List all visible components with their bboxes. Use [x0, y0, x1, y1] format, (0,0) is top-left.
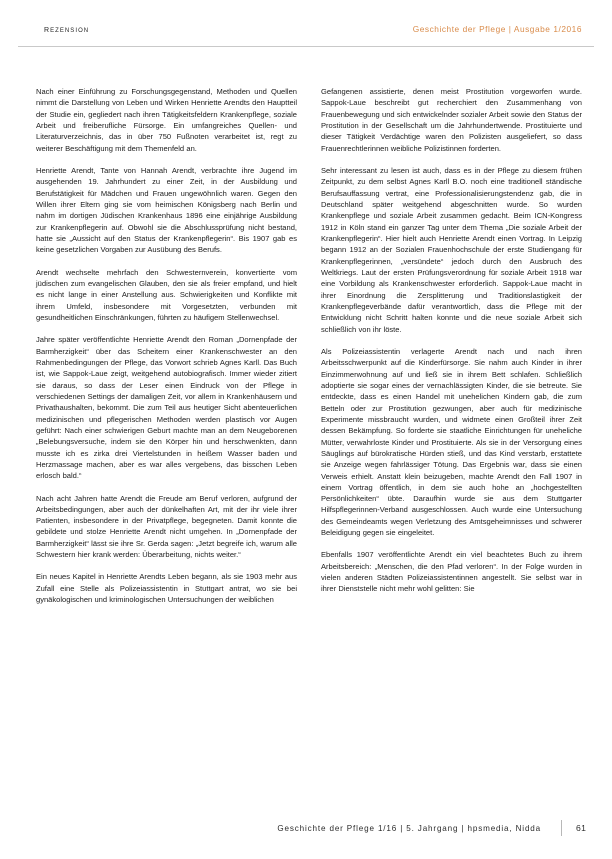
paragraph: Gefangenen assistierte, denen meist Prostitution vorgeworfen wurde. Sappok-Laue beschreibt gut recherchiert den Zusammenhang von Frauenbewegung und sich entwickelnder sozialer Arbeit sowie den Status der Prostitution in der Gesellschaft um die Jahrhundertwende. Prostituierte und dieser Tätigkeit Verdächtige waren den Polizisten ausgeliefert, so dass Frauenrechtlerinnen weibliche Polizistinnen forderten. [321, 87, 582, 153]
paragraph: Nach einer Einführung zu Forschungsgegenstand, Methoden und Quellen nimmt die Darstellung von Leben und Wirken Henriette Arendts den Hauptteil der Studie ein, gegliedert nach ihren Tätigkeitsfeldern Krankenpflege, soziale Arbeit und freiberufliche Fürsorge. Ein umfangreiches Quellen- und Literaturverzeichnis, das in über 750 Fußnoten verarbeitet ist, regt zu weiterer Beschäftigung mit dem Themenfeld an. [36, 87, 297, 153]
paragraph: Henriette Arendt, Tante von Hannah Arendt, verbrachte ihre Jugend im ausgehenden 19. Jahrhundert zu einer Zeit, in der Ausbildung und Berufstätigkeit für Mädchen und Frauen ungewöhnlich waren. Gegen den Willen ihrer Eltern ging sie vom heimischen Königsberg nach Berlin und nahm im dortigen Jüdischen Krankenhaus 1896 eine einjährige Ausbildung zur Krankenpflegerin auf. Obwohl sie die Abschlussprüfung nicht bestand, hatte sie „Aussicht auf den Status der Krankenpflegerin“. Bis 1907 gab es keine gesetzlichen Vorgaben zur Ausübung des Berufs. [36, 165, 297, 255]
header-rule [18, 46, 594, 47]
footer-divider [561, 820, 562, 836]
paragraph: Ebenfalls 1907 veröffentlichte Arendt ein viel beachtetes Buch zu ihrem Arbeitsbereich: „Menschen, die den Pfad verloren“. In der Folge wurden in vielen anderen Städten Polizeiassistentinnen angestellt. Sie selbst war in ihrer Dienststelle nicht mehr wohl gelitten: Sie [321, 550, 582, 594]
article-body [36, 86, 582, 786]
paragraph: Jahre später veröffentlichte Henriette Arendt den Roman „Dornenpfade der Barmherzigkeit“ über das Scheitern einer Krankenschwester an den Rahmenbedingungen der Pflege, das Vorwort schrieb Agnes Karll. Das Buch ist, wie Sappok-Laue zeigt, weitgehend autobiografisch. Immer wieder zitiert sie daraus, so dass der Leser einen Eindruck von der Pflege in verschiedenen Settings der damaligen Zeit, vor allem in Krankenhäusern und Privathaushalten, bekommt. Die zum Teil aus heutiger Sicht abenteuerlichen medizinischen und pflegerischen Methoden werden plastisch vor Augen geführt: Nach einer schwierigen Geburt machte man an dem Neugeborenen „Belebungsversuche, indem sie den Körper hin und herschwenkten, dann musste ich es zirka drei Viertelstunden in heißem Wasser baden und Herzmassage machen, aber es war alles vergebens, das bisschen Leben erlosch bald.“ [36, 335, 297, 481]
right-column [321, 86, 582, 786]
page-footer [36, 819, 594, 837]
left-column [36, 86, 297, 786]
paragraph: Ein neues Kapitel in Henriette Arendts Leben begann, als sie 1903 mehr aus Zufall eine Stelle als Polizeiassistentin in Stuttgart antrat, wo sie bei gynäkologischen und kriminologischen Untersuchungen der weiblichen [36, 572, 297, 605]
running-head-journal-issue: Geschichte der Pflege | Ausgabe 1/2016 [412, 24, 582, 34]
paragraph: Sehr interessant zu lesen ist auch, dass es in der Pflege zu diesem frühen Zeitpunkt, zu dem selbst Agnes Karll B.O. noch eine traditionell ständische Berufsauffassung vertrat, eine Professionalisierungstendenz gab, die in Deutschland später weitgehend abgeschnitten wurde. So wurden Krankenpflege und soziale Arbeit zusammen gedacht. Beim ICN-Kongress 1912 in Köln stand ein ganzer Tag unter dem Thema „Die soziale Arbeit der Krankenpflegerin“. Hier hielt auch Henriette Arendt einen Vortrag. In Leipzig begann 1912 an der Sozialen Frauenhochschule der erste Studiengang für Krankenpflegerinnen, „versündete“ jedoch durch den Ausbruch des Weltkriegs. Laut der ersten Prüfungsverordnung für soziale Arbeit 1918 war eine Vorbildung als Krankenschwester erforderlich. Sappok-Laue macht in ihrer Einordnung die Zersplitterung und Traditionslastigkeit der Krankenpflegeverbände dafür verantwortlich, dass die Pflege mit der Entwicklung nicht Schritt halten konnte und die neue soziale Arbeit sich schließlich von ihr löste. [321, 165, 582, 334]
page-number: 61 [576, 823, 587, 833]
paragraph: Arendt wechselte mehrfach den Schwesternverein, konvertierte vom jüdischen zum evangelischen Glauben, den sie als freier empfand, und hielt es nicht lange in einer Anstellung aus. Schwierigkeiten und Konflikte mit ihrem Umfeld, insbesondere mit Vorgesetzten, verbunden mit gesundheitlichen Einschränkungen, führten zu häufigem Stellenwechsel. [36, 267, 297, 322]
footer-imprint: Geschichte der Pflege 1/16 | 5. Jahrgang | hpsmedia, Nidda [277, 823, 541, 833]
paragraph: Nach acht Jahren hatte Arendt die Freude am Beruf verloren, aufgrund der Arbeitsbedingungen, aber auch der dünkelhaften Art, mit der ihr viele ihrer Patienten, insbesondere in der Privatpflege, begegneten. Damit konnte die gebildete und stolze Henriette Arendt nicht umgehen. In „Dornenpfade der Barmherzigkeit“ lässt sie ihre Sr. Gerda sagen: „Jetzt begreife ich, warum alle Schwestern hier krank werden: Überarbeitung, nichts weiter.“ [36, 493, 297, 560]
running-head-section-label: rezension [44, 24, 90, 35]
paragraph: Als Polizeiassistentin verlagerte Arendt nach und nach ihren Arbeitsschwerpunkt auf die Kinderfürsorge. Sie nahm auch Kinder in ihrer Einzimmerwohnung auf und ließ sie in ihrem Bett schlafen. Schließlich adoptierte sie sogar eines der vernachlässigten Kinder, die sie betreute. Sie entdeckte, dass es einen Handel mit unehelichen Kindern gab, die zum Betteln oder zur Prostitution gezwungen, aber auch für medizinische Experimente missbraucht wurden, und widmete einen Großteil ihrer Zeit dessen Bekämpfung. So forderte sie staatliche Einrichtungen für uneheliche Mütter, verwahrloste Kinder und Prostituierte. Als sie in der Versorgung eines Säuglings auf bürokratische Hürden stieß, und das Kind verstarb, erstattete sie Anzeige wegen fahrlässiger Tötung. Das Ergebnis war, dass sie einen Verweis erhielt. Anstatt klein beizugeben, machte Arendt den Fall 1907 in einem Vortrag öffentlich, in dem sie auch hohe an „hochgestellten Persönlichkeiten“ übte. Daraufhin wurde sie aus dem Stuttgarter Hilfspflegerinnen-Verband ausgeschlossen. Auch wurde eine Untersuchung des Gemeindeamts wegen Verletzung des Amtsgeheimnisses und schwerer Beleidigung gegen sie eingeleitet. [321, 346, 582, 538]
running-head [44, 24, 582, 40]
